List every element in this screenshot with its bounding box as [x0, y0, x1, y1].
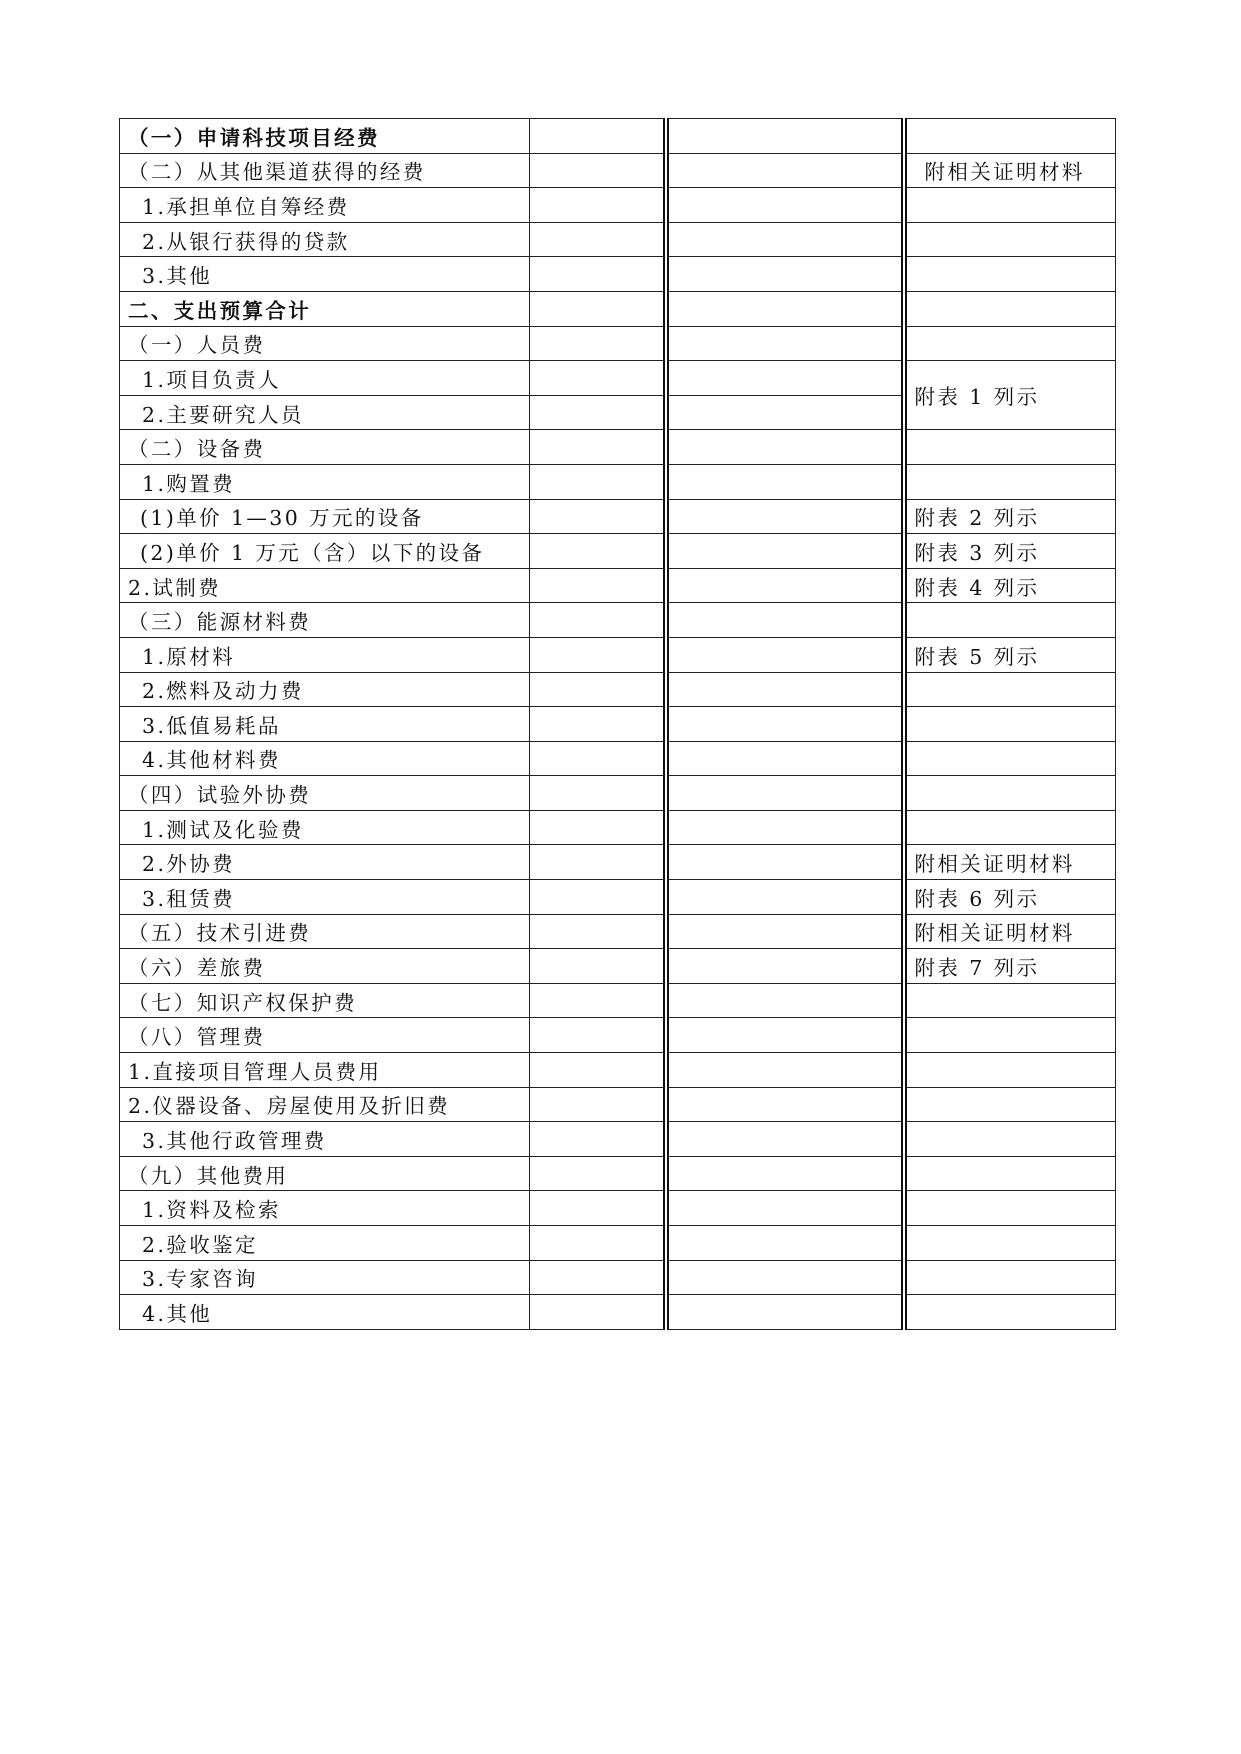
item-cell: 1.承担单位自筹经费: [120, 188, 530, 223]
item-cell: （一）人员费: [120, 326, 530, 361]
amount-cell: [666, 672, 904, 707]
note-cell: 附相关证明材料: [904, 845, 1116, 880]
amount-cell: [666, 914, 904, 949]
amount-cell: [666, 1295, 904, 1330]
table-row: [120, 1156, 1116, 1191]
item-cell: 2.仪器设备、房屋使用及折旧费: [120, 1087, 530, 1122]
item-cell: 二、支出预算合计: [120, 291, 530, 326]
item-cell: 4.其他: [120, 1295, 530, 1330]
table-row: [120, 326, 1116, 361]
amount-cell: [530, 257, 666, 292]
item-cell: 3.低值易耗品: [120, 707, 530, 742]
amount-cell: [530, 880, 666, 915]
note-cell: [904, 810, 1116, 845]
table-row: [120, 257, 1116, 292]
amount-cell: [666, 1053, 904, 1088]
table-row: [120, 430, 1116, 465]
amount-cell: [530, 395, 666, 430]
note-cell: [904, 1156, 1116, 1191]
table-row: [120, 188, 1116, 223]
amount-cell: [530, 568, 666, 603]
item-cell: 3.其他: [120, 257, 530, 292]
amount-cell: [666, 1260, 904, 1295]
note-cell: [904, 1018, 1116, 1053]
amount-cell: [530, 464, 666, 499]
table-row: [120, 845, 1116, 880]
note-cell: 附表 6 列示: [904, 880, 1116, 915]
note-cell: 附表 5 列示: [904, 637, 1116, 672]
amount-cell: [530, 499, 666, 534]
note-cell: [904, 1226, 1116, 1261]
amount-cell: [666, 1191, 904, 1226]
table-row: [120, 1295, 1116, 1330]
amount-cell: [530, 845, 666, 880]
table-row: [120, 776, 1116, 811]
amount-cell: [530, 1122, 666, 1157]
amount-cell: [666, 1087, 904, 1122]
amount-cell: [666, 741, 904, 776]
table-row: [120, 983, 1116, 1018]
table-row: [120, 361, 1116, 396]
table-row: [120, 119, 1116, 154]
table-row: [120, 1018, 1116, 1053]
amount-cell: [666, 1122, 904, 1157]
amount-cell: [530, 914, 666, 949]
note-cell: 附表 3 列示: [904, 534, 1116, 569]
item-cell: 1.原材料: [120, 637, 530, 672]
table-row: [120, 637, 1116, 672]
item-cell: 1.购置费: [120, 464, 530, 499]
amount-cell: [666, 880, 904, 915]
amount-cell: [666, 153, 904, 188]
item-cell: 2.燃料及动力费: [120, 672, 530, 707]
table-row: [120, 741, 1116, 776]
table-row: [120, 707, 1116, 742]
table-row: [120, 534, 1116, 569]
table-row: [120, 1226, 1116, 1261]
amount-cell: [666, 637, 904, 672]
amount-cell: [666, 291, 904, 326]
item-cell: (2)单价 1 万元（含）以下的设备: [120, 534, 530, 569]
amount-cell: [666, 361, 904, 396]
note-cell: [904, 603, 1116, 638]
amount-cell: [530, 188, 666, 223]
amount-cell: [666, 707, 904, 742]
amount-cell: [530, 1156, 666, 1191]
table-row: [120, 464, 1116, 499]
note-cell: [904, 257, 1116, 292]
item-cell: （五）技术引进费: [120, 914, 530, 949]
amount-cell: [530, 1260, 666, 1295]
note-cell: 附表 4 列示: [904, 568, 1116, 603]
table-row: [120, 291, 1116, 326]
amount-cell: [666, 1156, 904, 1191]
note-cell: 附表 2 列示: [904, 499, 1116, 534]
amount-cell: [666, 119, 904, 154]
table-row: [120, 1260, 1116, 1295]
table-row: [120, 1122, 1116, 1157]
amount-cell: [666, 810, 904, 845]
item-cell: 1.项目负责人: [120, 361, 530, 396]
amount-cell: [666, 845, 904, 880]
item-cell: （七）知识产权保护费: [120, 983, 530, 1018]
amount-cell: [666, 222, 904, 257]
item-cell: 2.主要研究人员: [120, 395, 530, 430]
amount-cell: [530, 153, 666, 188]
amount-cell: [666, 603, 904, 638]
note-cell: 附表 7 列示: [904, 949, 1116, 984]
table-row: [120, 1087, 1116, 1122]
table-row: [120, 153, 1116, 188]
amount-cell: [530, 810, 666, 845]
table-row: [120, 1053, 1116, 1088]
amount-cell: [530, 326, 666, 361]
item-cell: 2.从银行获得的贷款: [120, 222, 530, 257]
amount-cell: [666, 776, 904, 811]
item-cell: 2.验收鉴定: [120, 1226, 530, 1261]
table-row: [120, 672, 1116, 707]
amount-cell: [530, 430, 666, 465]
amount-cell: [530, 741, 666, 776]
note-cell: [904, 188, 1116, 223]
amount-cell: [666, 1018, 904, 1053]
amount-cell: [530, 983, 666, 1018]
amount-cell: [530, 1191, 666, 1226]
note-cell: 附相关证明材料: [904, 914, 1116, 949]
amount-cell: [530, 119, 666, 154]
amount-cell: [530, 361, 666, 396]
note-cell: [904, 1087, 1116, 1122]
note-cell: [904, 1122, 1116, 1157]
amount-cell: [530, 707, 666, 742]
amount-cell: [666, 257, 904, 292]
amount-cell: [666, 326, 904, 361]
note-cell: [904, 1260, 1116, 1295]
item-cell: 3.其他行政管理费: [120, 1122, 530, 1157]
note-cell: [904, 1191, 1116, 1226]
amount-cell: [666, 499, 904, 534]
amount-cell: [666, 1226, 904, 1261]
table-row: [120, 949, 1116, 984]
note-cell: [904, 1053, 1116, 1088]
item-cell: 1.测试及化验费: [120, 810, 530, 845]
table-row: [120, 1191, 1116, 1226]
item-cell: 2.外协费: [120, 845, 530, 880]
amount-cell: [530, 1295, 666, 1330]
item-cell: （三）能源材料费: [120, 603, 530, 638]
note-cell: 附相关证明材料: [904, 153, 1116, 188]
item-cell: （八）管理费: [120, 1018, 530, 1053]
note-cell: [904, 672, 1116, 707]
amount-cell: [666, 430, 904, 465]
item-cell: （二）设备费: [120, 430, 530, 465]
table-row: [120, 568, 1116, 603]
amount-cell: [530, 534, 666, 569]
table-row: [120, 880, 1116, 915]
amount-cell: [666, 949, 904, 984]
item-cell: （二）从其他渠道获得的经费: [120, 153, 530, 188]
note-cell: [904, 776, 1116, 811]
amount-cell: [530, 637, 666, 672]
table-row: [120, 222, 1116, 257]
note-cell: [904, 326, 1116, 361]
amount-cell: [666, 983, 904, 1018]
note-cell: [904, 707, 1116, 742]
item-cell: 2.试制费: [120, 568, 530, 603]
item-cell: 1.资料及检索: [120, 1191, 530, 1226]
table-row: [120, 603, 1116, 638]
amount-cell: [530, 222, 666, 257]
item-cell: （九）其他费用: [120, 1156, 530, 1191]
note-cell: [904, 1295, 1116, 1330]
item-cell: 3.租赁费: [120, 880, 530, 915]
amount-cell: [666, 395, 904, 430]
amount-cell: [530, 1226, 666, 1261]
amount-cell: [530, 291, 666, 326]
amount-cell: [530, 776, 666, 811]
note-cell: [904, 119, 1116, 154]
item-cell: （六）差旅费: [120, 949, 530, 984]
amount-cell: [530, 1087, 666, 1122]
note-cell: [904, 983, 1116, 1018]
table-row: [120, 810, 1116, 845]
amount-cell: [666, 464, 904, 499]
amount-cell: [666, 188, 904, 223]
table-row: [120, 499, 1116, 534]
amount-cell: [530, 672, 666, 707]
note-cell: [904, 741, 1116, 776]
table-row: [120, 914, 1116, 949]
item-cell: （一）申请科技项目经费: [120, 119, 530, 154]
amount-cell: [666, 568, 904, 603]
amount-cell: [666, 534, 904, 569]
note-cell: [904, 291, 1116, 326]
budget-table: [119, 118, 1116, 1330]
amount-cell: [530, 949, 666, 984]
note-cell: 附表 1 列示: [904, 361, 1116, 430]
amount-cell: [530, 1018, 666, 1053]
amount-cell: [530, 1053, 666, 1088]
item-cell: (1)单价 1—30 万元的设备: [120, 499, 530, 534]
item-cell: （四）试验外协费: [120, 776, 530, 811]
item-cell: 4.其他材料费: [120, 741, 530, 776]
amount-cell: [530, 603, 666, 638]
note-cell: [904, 464, 1116, 499]
item-cell: 3.专家咨询: [120, 1260, 530, 1295]
note-cell: [904, 222, 1116, 257]
item-cell: 1.直接项目管理人员费用: [120, 1053, 530, 1088]
note-cell: [904, 430, 1116, 465]
